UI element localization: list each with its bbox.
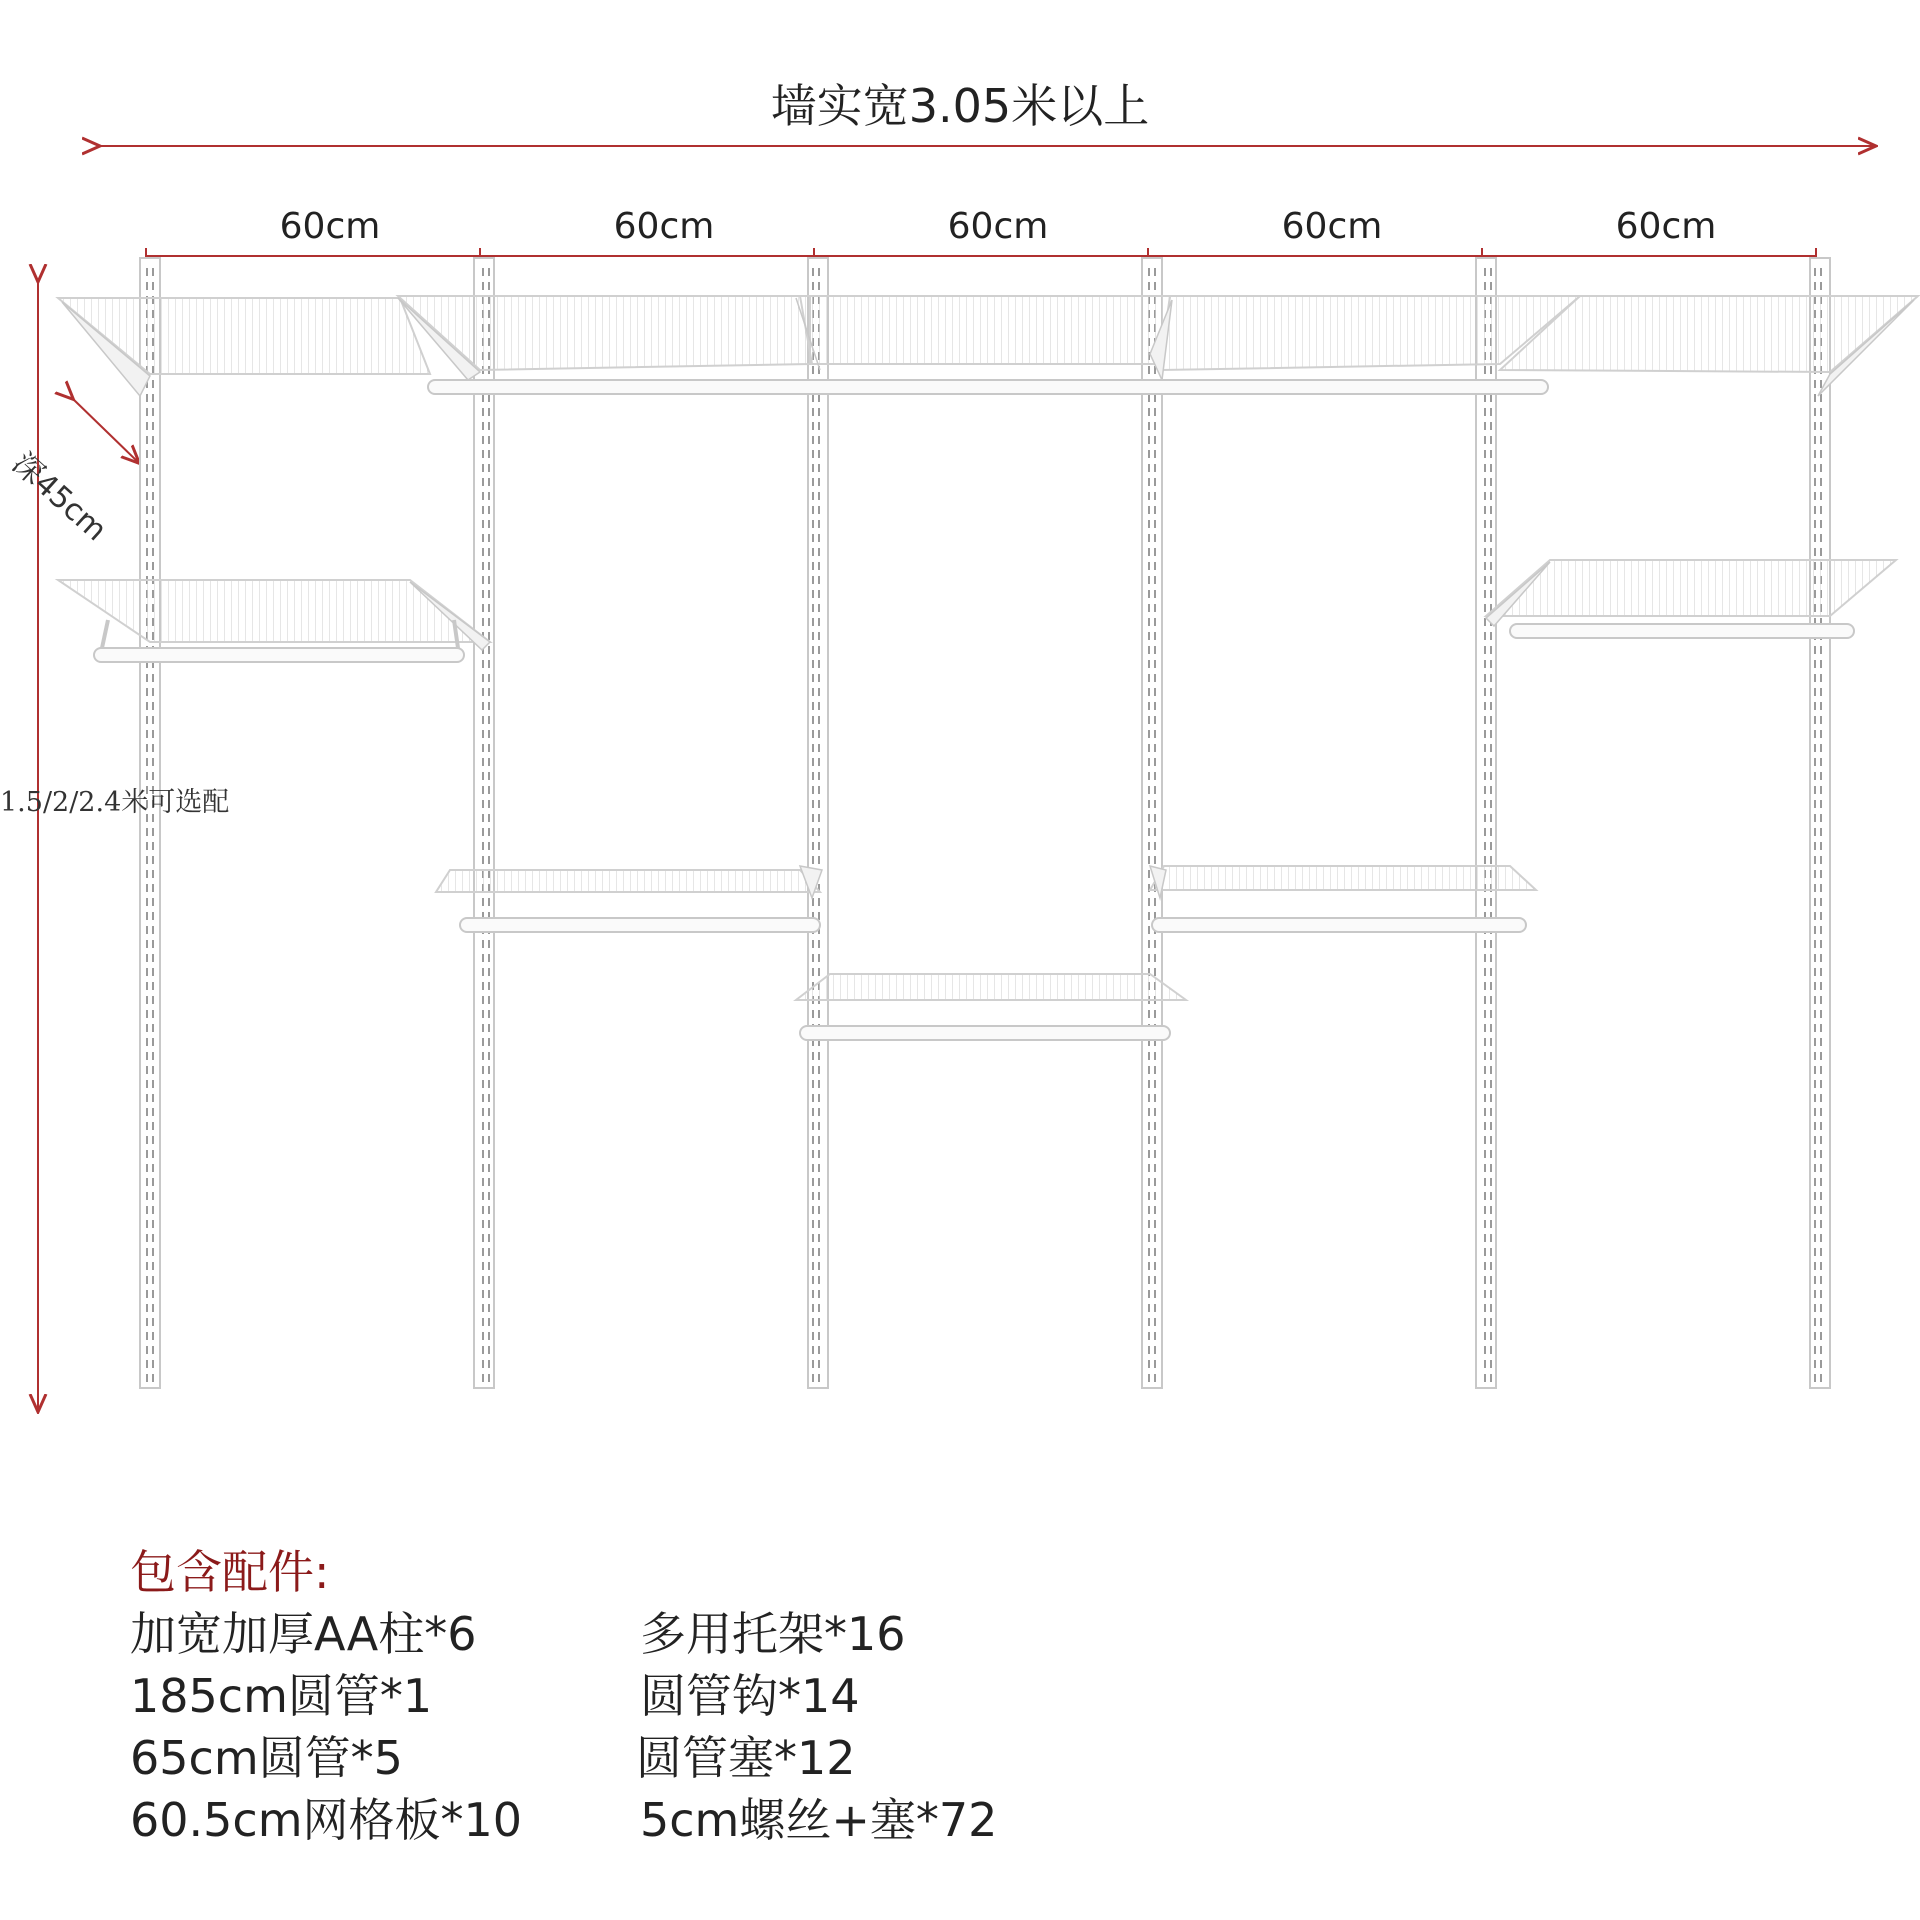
aa-uprights bbox=[140, 258, 1830, 1388]
upright-2 bbox=[474, 258, 494, 1388]
depth-line bbox=[72, 398, 138, 462]
accessory-item: 65cm圆管*5 bbox=[130, 1731, 403, 1785]
segment-width-3: 60cm bbox=[947, 206, 1049, 247]
accessories-title: 包含配件: bbox=[130, 1545, 330, 1599]
segment-width-1: 60cm bbox=[279, 206, 381, 247]
left-shelf bbox=[58, 580, 490, 662]
segment-width-5: 60cm bbox=[1615, 206, 1717, 247]
top-rod bbox=[428, 380, 1548, 394]
accessory-item: 圆管钩*14 bbox=[640, 1669, 860, 1723]
upright-3 bbox=[808, 258, 828, 1388]
top-shelf-2 bbox=[398, 296, 810, 380]
segment-width-2: 60cm bbox=[613, 206, 715, 247]
depth-label: 深45cm bbox=[5, 445, 114, 549]
upright-6 bbox=[1810, 258, 1830, 1388]
center-shelf bbox=[796, 974, 1186, 1040]
top-shelves bbox=[58, 296, 1918, 396]
accessory-item: 圆管塞*12 bbox=[636, 1731, 856, 1785]
right-shelf bbox=[1486, 560, 1896, 638]
top-shelf-3 bbox=[796, 296, 1170, 370]
top-shelf-1 bbox=[58, 298, 430, 396]
accessory-item: 60.5cm网格板*10 bbox=[130, 1793, 523, 1847]
accessory-item: 5cm螺丝+塞*72 bbox=[640, 1793, 998, 1847]
accessory-item: 加宽加厚AA柱*6 bbox=[130, 1607, 477, 1661]
segment-width-4: 60cm bbox=[1281, 206, 1383, 247]
upright-1 bbox=[140, 258, 160, 1388]
accessory-item: 185cm圆管*1 bbox=[130, 1669, 433, 1723]
upright-4 bbox=[1142, 258, 1162, 1388]
accessory-item: 多用托架*16 bbox=[640, 1607, 906, 1661]
height-label: 1.5/2/2.4米可选配 bbox=[0, 787, 230, 818]
top-shelf-5 bbox=[1500, 296, 1918, 396]
upright-5 bbox=[1476, 258, 1496, 1388]
wall-width-label: 墙实宽3.05米以上 bbox=[770, 79, 1150, 133]
